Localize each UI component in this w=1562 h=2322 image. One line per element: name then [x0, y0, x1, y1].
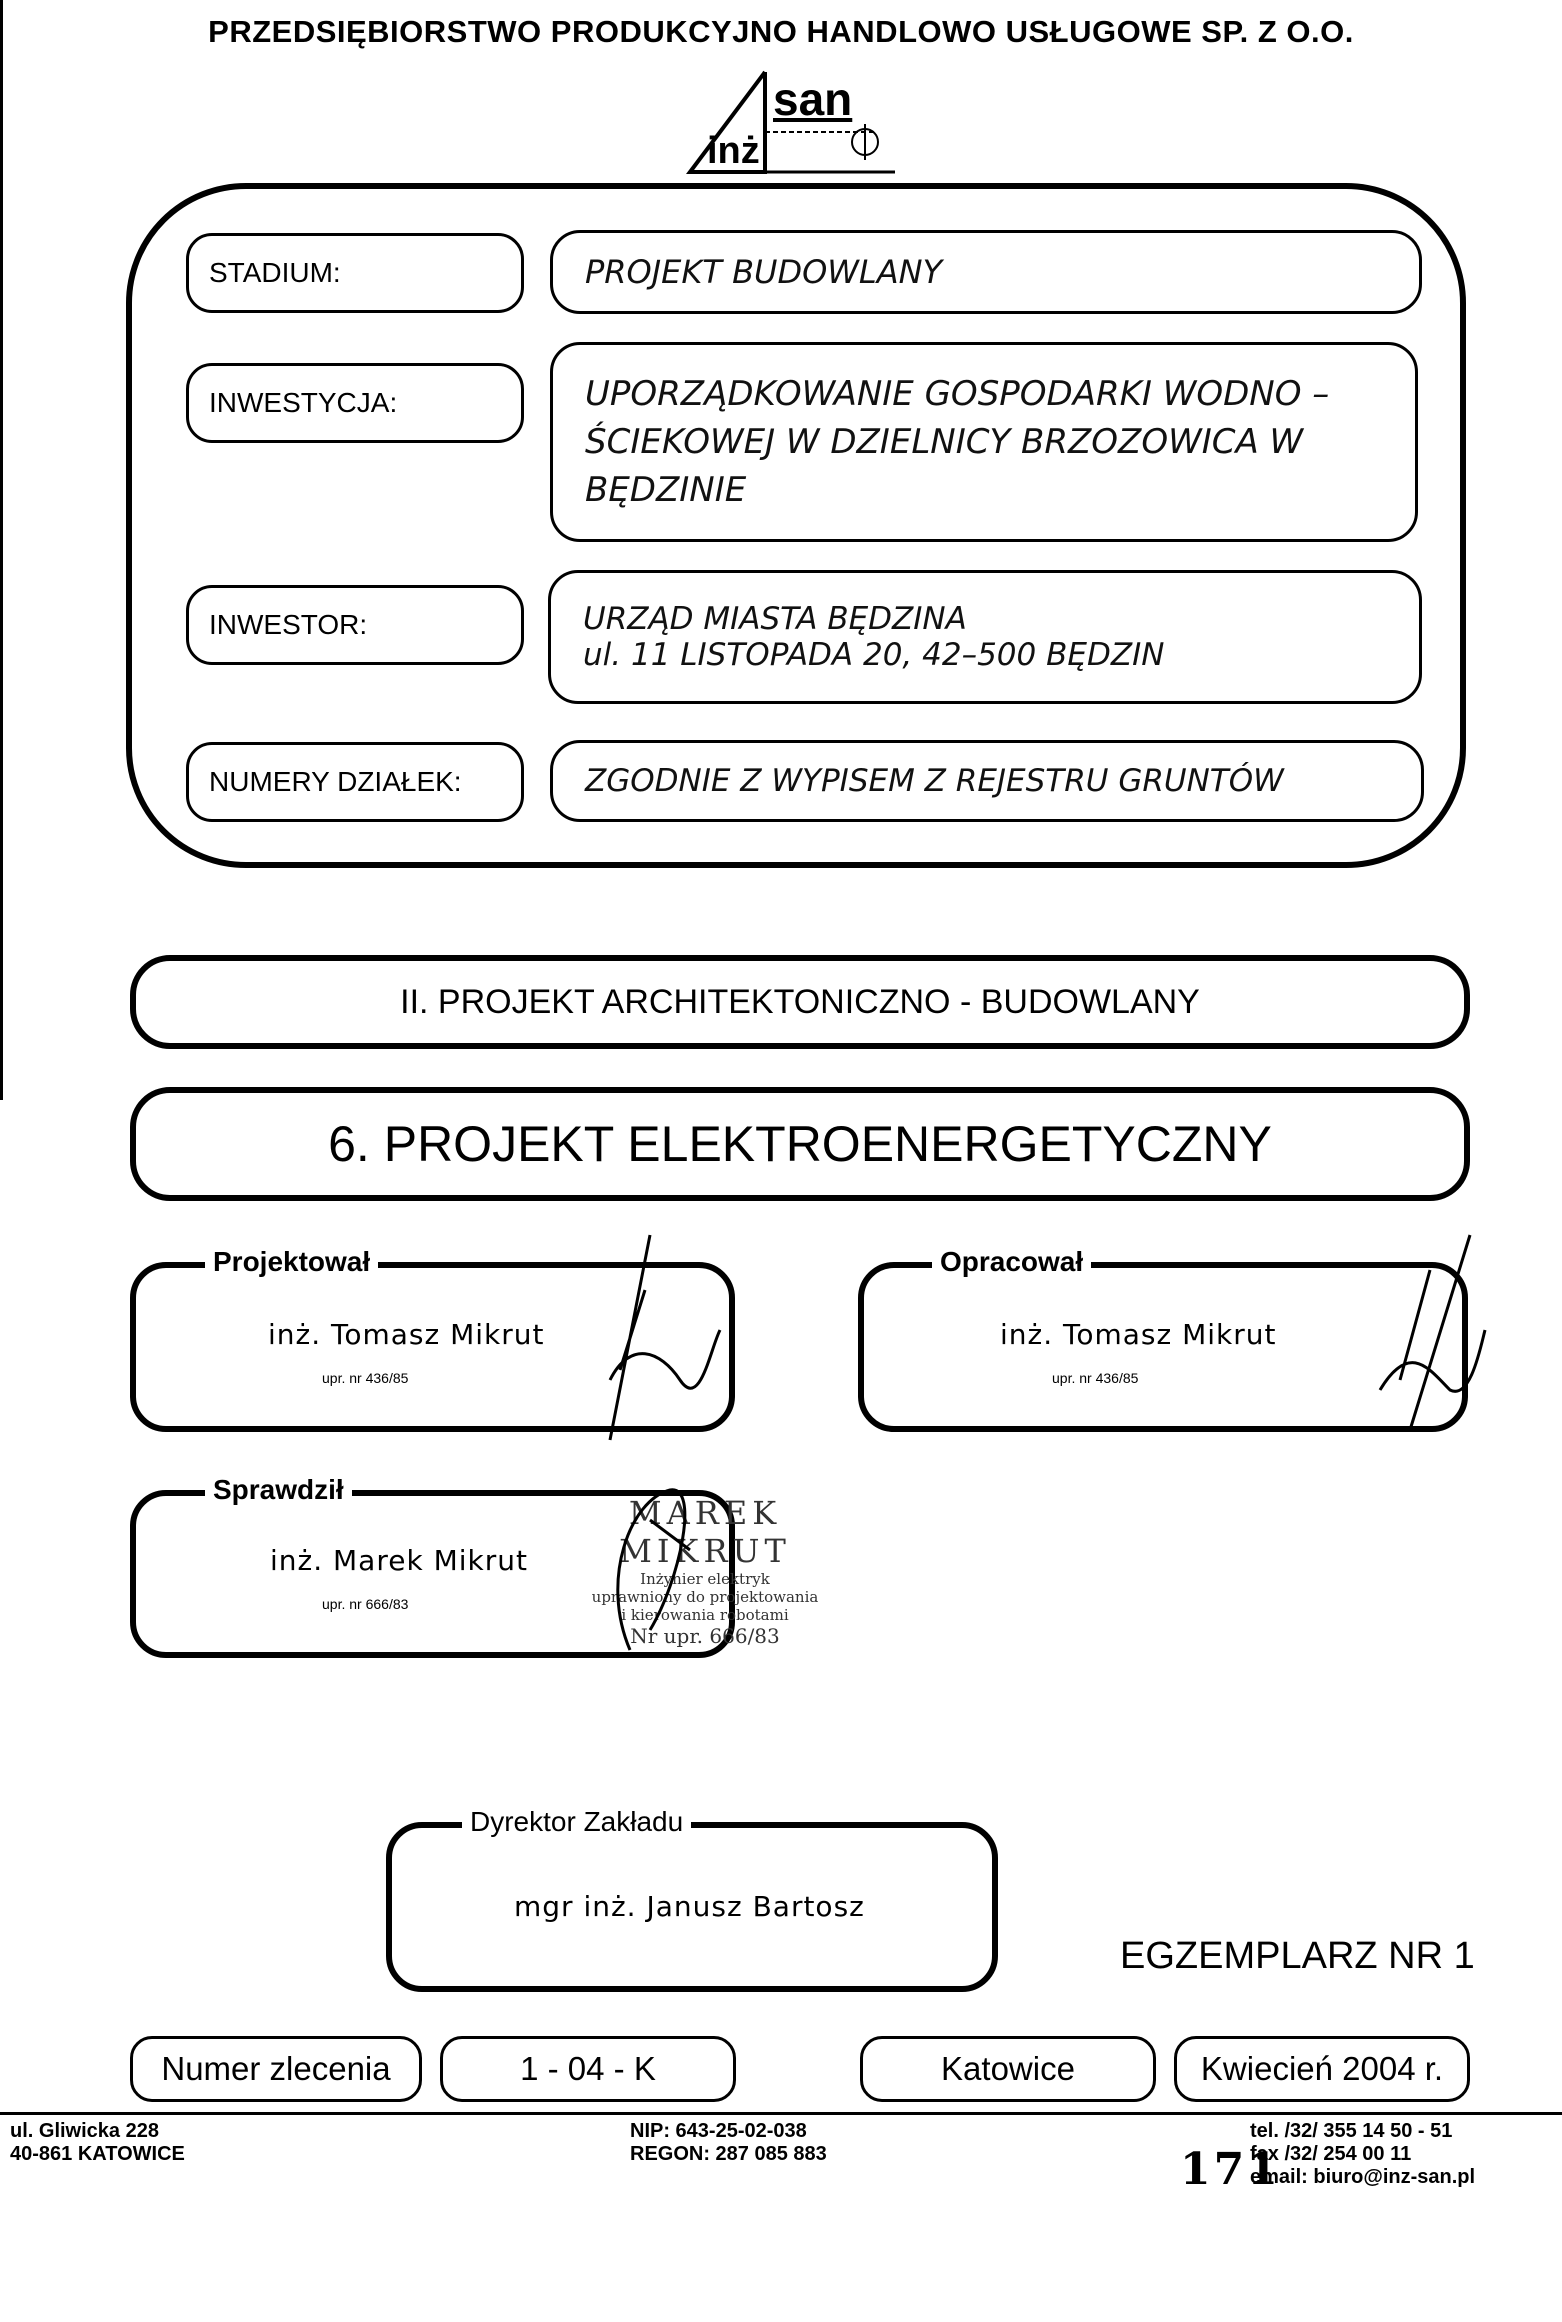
checker-license: upr. nr 666/83 — [322, 1596, 409, 1612]
order-label: Numer zlecenia — [161, 2050, 391, 2087]
investor-label: INWESTOR: — [186, 585, 524, 665]
signature-designer — [550, 1230, 730, 1450]
stadium-value: PROJEKT BUDOWLANY — [550, 230, 1422, 314]
footer-address — [10, 2120, 185, 2166]
checker-name: inż. Marek Mikrut — [270, 1544, 528, 1577]
order-label-box — [130, 2036, 422, 2102]
stamp-line3: i kierowania robotami — [621, 1606, 789, 1624]
footer-email: email: biuro@inz-san.pl — [1250, 2166, 1476, 2188]
footer-tel: tel. /32/ 355 14 50 - 51 — [1250, 2120, 1453, 2142]
director-label: Dyrektor Zakładu — [462, 1806, 691, 1838]
subsection-title-text: 6. PROJEKT ELEKTROENERGETYCZNY — [328, 1116, 1272, 1172]
logo-text-san: san — [773, 73, 853, 125]
plots-label: NUMERY DZIAŁEK: — [186, 742, 524, 822]
footer-contact — [1250, 2120, 1475, 2189]
signature-checker — [560, 1460, 740, 1660]
designer-license: upr. nr 436/85 — [322, 1370, 409, 1386]
footer-registration — [630, 2120, 827, 2166]
stamp-name: MAREK MIKRUT — [619, 1494, 791, 1570]
director-name: mgr inż. Janusz Bartosz — [514, 1890, 865, 1923]
margin-line — [0, 0, 3, 1100]
footer-divider — [0, 2112, 1562, 2115]
company-header: PRZEDSIĘBIORSTWO PRODUKCYJNO HANDLOWO USŁUGOWE SP. Z O.O. — [208, 14, 1354, 49]
preparer-name: inż. Tomasz Mikrut — [1000, 1318, 1277, 1351]
investment-value — [550, 342, 1418, 542]
plots-value: ZGODNIE Z WYPISEM Z REJESTRU GRUNTÓW — [550, 740, 1424, 822]
order-number: 1 - 04 - K — [520, 2050, 656, 2087]
footer-regon: REGON: 287 085 883 — [630, 2143, 827, 2165]
preparer-license: upr. nr 436/85 — [1052, 1370, 1139, 1386]
investor-value — [548, 570, 1422, 704]
designer-name: inż. Tomasz Mikrut — [268, 1318, 545, 1351]
company-logo — [685, 72, 895, 182]
signature-preparer — [1320, 1230, 1500, 1430]
date-box — [1174, 2036, 1470, 2102]
logo-text-inz: inż — [707, 130, 760, 172]
city-box — [860, 2036, 1156, 2102]
stadium-label: STADIUM: — [186, 233, 524, 313]
copy-number: EGZEMPLARZ NR 1 — [1120, 1935, 1475, 1977]
investment-text: UPORZĄDKOWANIE GOSPODARKI WODNO – ŚCIEKOWEJ W DZIELNICY BRZOZOWICA W BĘDZINIE — [585, 374, 1330, 510]
investor-name: URZĄD MIASTA BĘDZINA — [583, 601, 967, 637]
date: Kwiecień 2004 r. — [1200, 2050, 1444, 2087]
order-number-box — [440, 2036, 736, 2102]
subsection-title — [130, 1087, 1470, 1201]
footer-nip: NIP: 643-25-02-038 — [630, 2120, 807, 2142]
investor-address: ul. 11 LISTOPADA 20, 42–500 BĘDZIN — [583, 637, 1165, 673]
section-title — [130, 955, 1470, 1049]
city: Katowice — [941, 2050, 1075, 2087]
stamp-line2: uprawniony do projektowania — [591, 1588, 819, 1606]
footer-street: ul. Gliwicka 228 — [10, 2120, 159, 2142]
investment-label: INWESTYCJA: — [186, 363, 524, 443]
page-number: 171 — [1180, 2144, 1281, 2195]
section-title-text: II. PROJEKT ARCHITEKTONICZNO - BUDOWLANY — [400, 982, 1200, 1021]
checked-by-label: Sprawdził — [205, 1474, 352, 1506]
designed-by-label: Projektował — [205, 1246, 378, 1278]
stamp-line1: Inżynier elektryk — [640, 1570, 770, 1588]
footer-city: 40-861 KATOWICE — [10, 2143, 185, 2165]
footer-fax: fax /32/ 254 00 11 — [1250, 2143, 1412, 2165]
stamp-line4: Nr upr. 666/83 — [630, 1624, 780, 1648]
prepared-by-label: Opracował — [932, 1246, 1091, 1278]
